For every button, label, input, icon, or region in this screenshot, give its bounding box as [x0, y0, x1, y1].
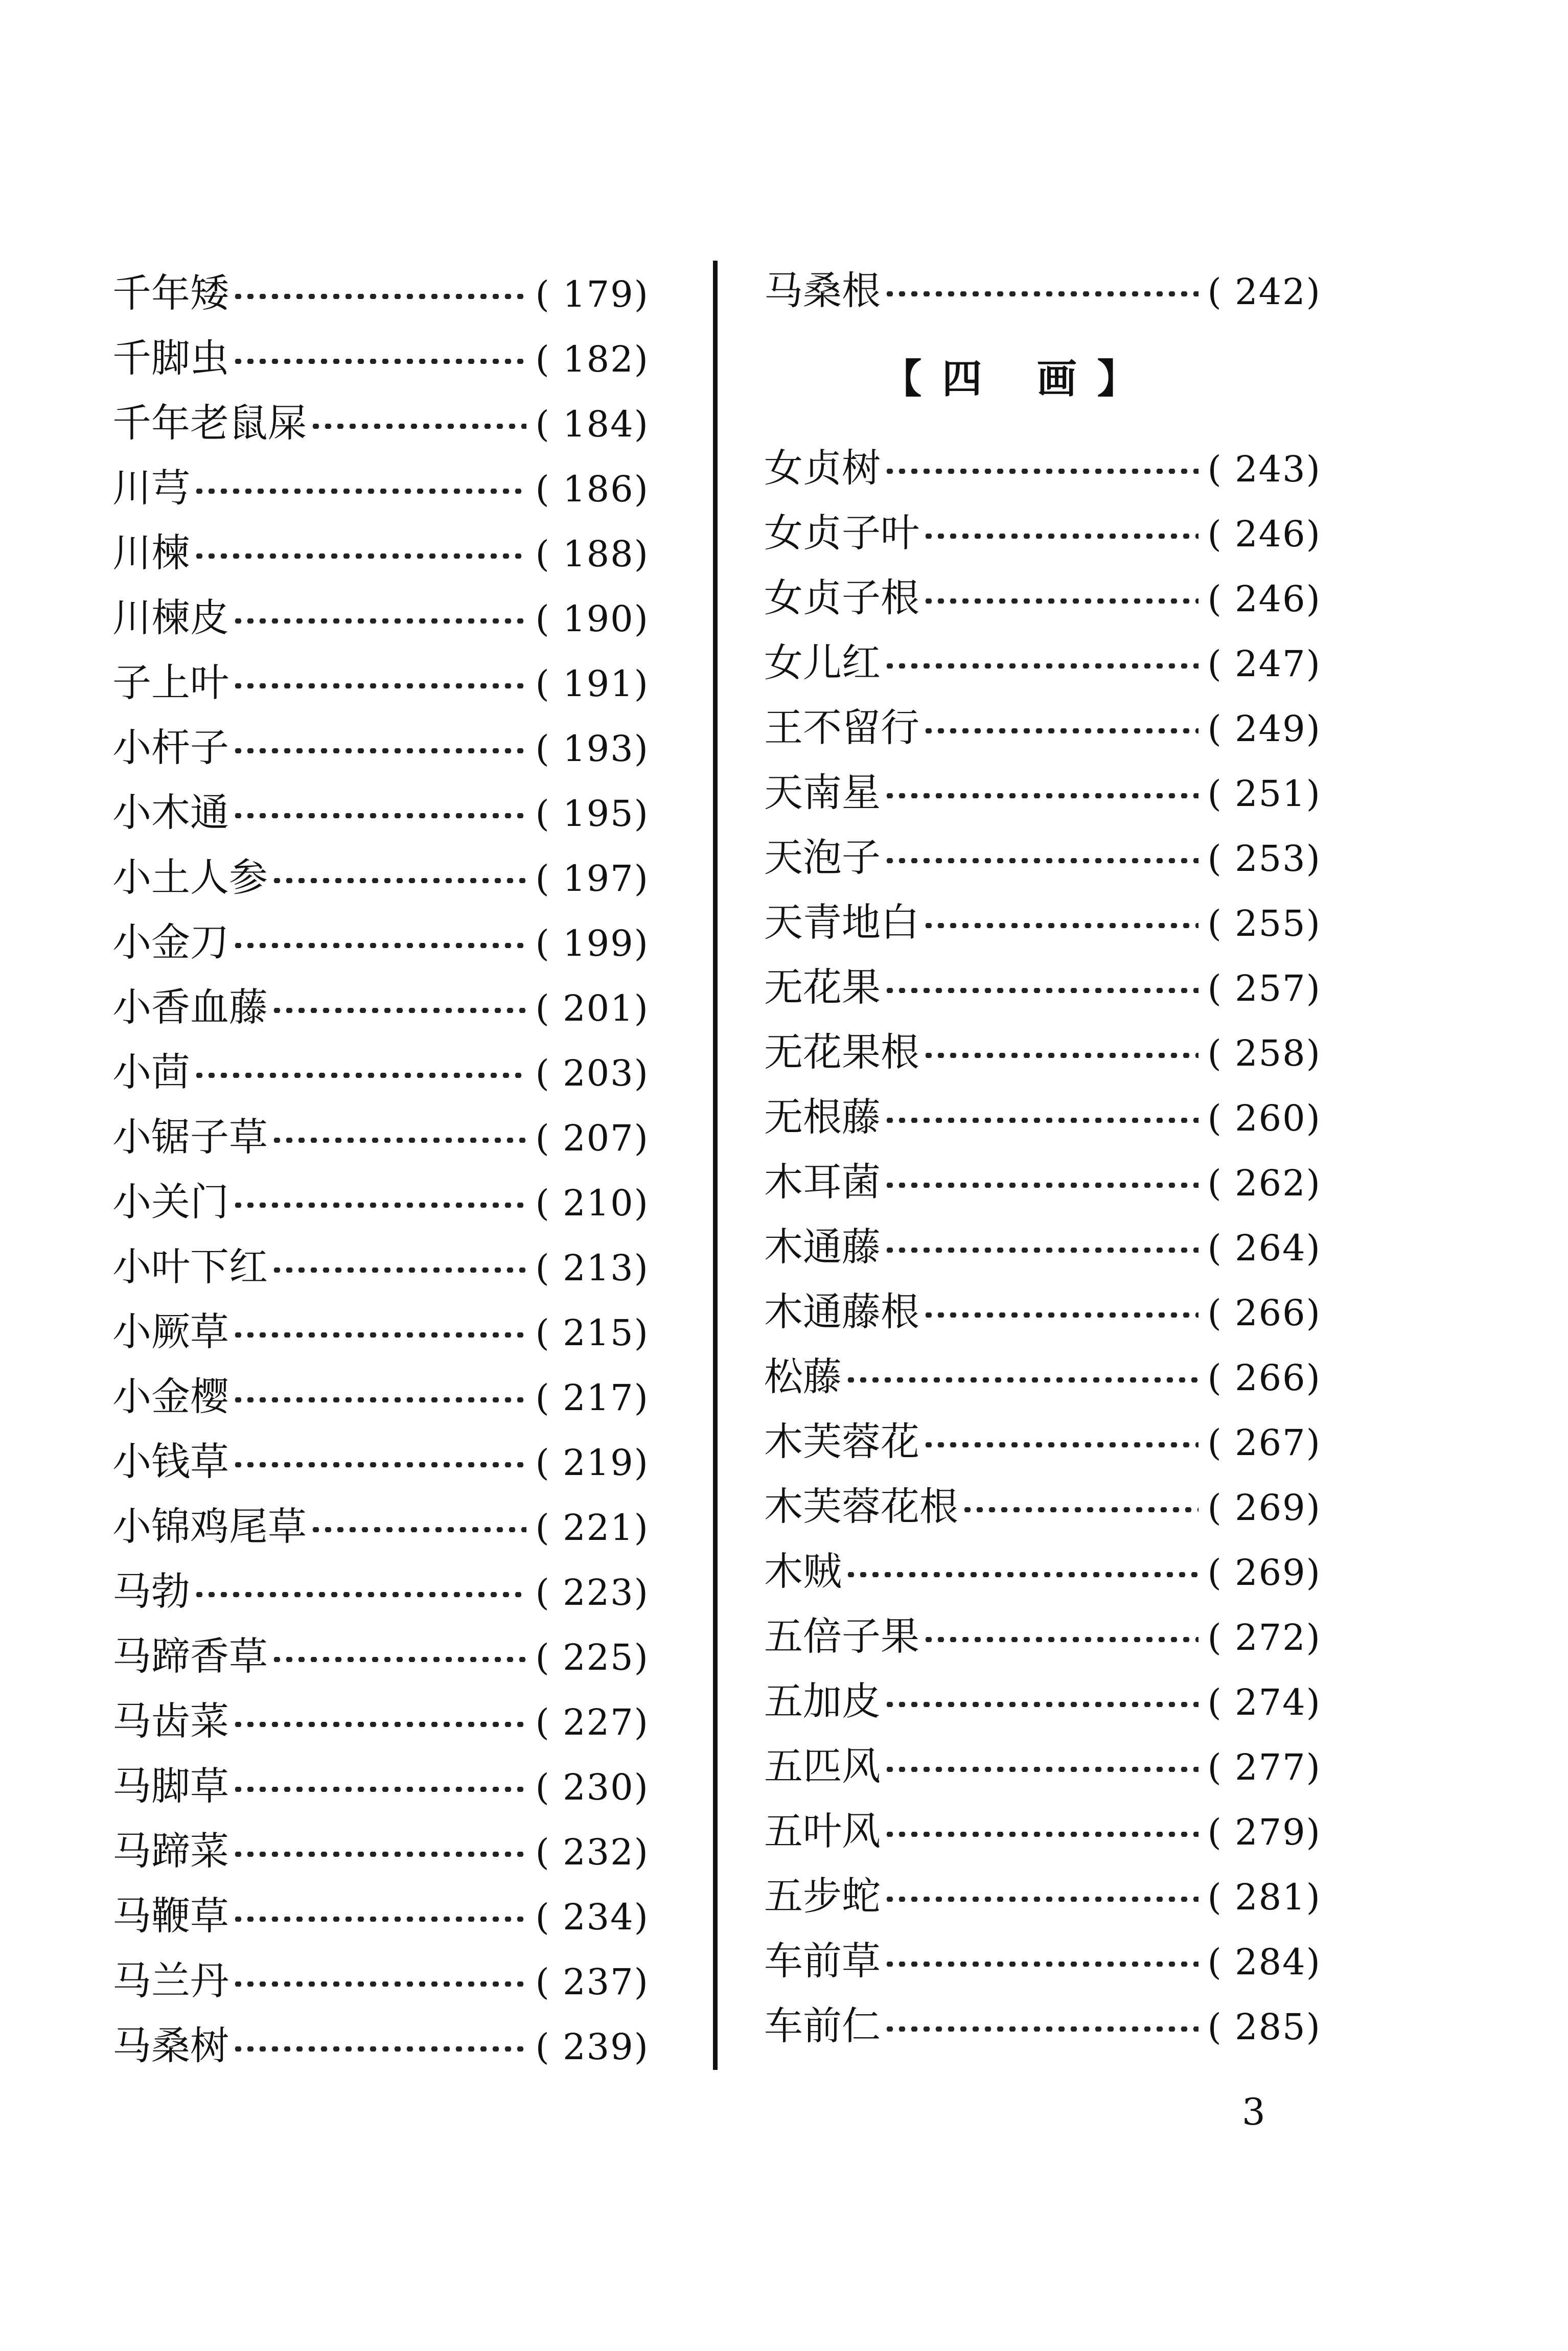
entry-page: ( 266) — [1207, 1357, 1321, 1399]
entry-name: 小香血藤 — [112, 984, 268, 1030]
entry-page: ( 258) — [1207, 1032, 1321, 1074]
entry-name: 小锯子草 — [112, 1114, 268, 1160]
entry-page: ( 207) — [535, 1117, 649, 1159]
entry-page: ( 264) — [1207, 1227, 1321, 1269]
dot-leader — [271, 1138, 526, 1143]
dot-leader — [845, 1377, 1198, 1382]
page-number: 3 — [1242, 2090, 1265, 2133]
toc-entry — [764, 825, 1321, 890]
toc-entry — [764, 1279, 1321, 1344]
entry-page: ( 269) — [1207, 1552, 1321, 1594]
dot-leader — [884, 988, 1198, 993]
dot-leader — [884, 291, 1198, 296]
dot-leader — [923, 1442, 1198, 1447]
entry-name: 五加皮 — [764, 1678, 881, 1724]
entry-name: 千脚虫 — [112, 335, 229, 381]
entry-name: 天南星 — [764, 770, 881, 815]
toc-entry — [112, 1364, 649, 1429]
entry-page: ( 243) — [1207, 448, 1321, 490]
entry-page: ( 184) — [535, 403, 649, 445]
entry-name: 女贞树 — [764, 445, 881, 491]
section-heading: 【四 画】 — [882, 356, 1158, 402]
entry-name: 天泡子 — [764, 835, 881, 880]
dot-leader — [845, 1572, 1198, 1577]
dot-leader — [310, 1527, 526, 1532]
entry-page: ( 260) — [1207, 1097, 1321, 1139]
toc-entry — [764, 630, 1321, 695]
toc-entry — [764, 1020, 1321, 1085]
entry-name: 马蹄香草 — [112, 1633, 268, 1679]
left-toc-column — [112, 261, 649, 2078]
toc-entry — [764, 500, 1321, 565]
entry-page: ( 246) — [1207, 513, 1321, 555]
entry-page: ( 237) — [535, 1961, 649, 2003]
toc-entry — [764, 890, 1321, 955]
entry-name: 马桑树 — [112, 2023, 229, 2068]
entry-page: ( 262) — [1207, 1162, 1321, 1204]
entry-name: 无花果 — [764, 964, 881, 1010]
dot-leader — [923, 1053, 1198, 1058]
toc-entry — [112, 845, 649, 910]
entry-page: ( 227) — [535, 1701, 649, 1743]
entry-name: 木耳菌 — [764, 1159, 881, 1205]
entry-page: ( 277) — [1207, 1746, 1321, 1788]
entry-page: ( 188) — [535, 533, 649, 575]
toc-entry — [112, 1429, 649, 1494]
toc-entry — [112, 1754, 649, 1818]
entry-page: ( 267) — [1207, 1422, 1321, 1464]
dot-leader — [232, 1397, 526, 1402]
dot-leader — [271, 1008, 526, 1013]
entry-name: 小木通 — [112, 790, 229, 835]
dot-leader — [884, 1962, 1198, 1967]
entry-name: 五叶风 — [764, 1808, 881, 1854]
right-top-entries — [764, 258, 1321, 323]
dot-leader — [310, 424, 526, 429]
dot-leader — [271, 878, 526, 883]
toc-entry — [112, 455, 649, 520]
toc-entry — [112, 1299, 649, 1364]
dot-leader — [923, 728, 1198, 733]
entry-name: 小茴 — [112, 1049, 190, 1095]
toc-entry — [764, 1928, 1321, 1993]
entry-name: 马齿菜 — [112, 1698, 229, 1744]
dot-leader — [884, 663, 1198, 669]
dot-leader — [923, 1637, 1198, 1642]
entry-name: 马勃 — [112, 1569, 190, 1614]
dot-leader — [232, 1787, 526, 1792]
toc-entry — [764, 760, 1321, 825]
entry-page: ( 213) — [535, 1247, 649, 1289]
entry-page: ( 225) — [535, 1637, 649, 1678]
dot-leader — [232, 748, 526, 753]
toc-entry — [112, 1559, 649, 1624]
dot-leader — [884, 858, 1198, 863]
toc-entry — [764, 1214, 1321, 1279]
entry-page: ( 193) — [535, 728, 649, 770]
entry-name: 小杆子 — [112, 725, 229, 770]
toc-entry — [764, 1539, 1321, 1604]
entry-name: 小金刀 — [112, 919, 229, 965]
entry-name: 马脚草 — [112, 1763, 229, 1809]
dot-leader — [232, 1332, 526, 1338]
entry-page: ( 217) — [535, 1377, 649, 1419]
entry-name: 女贞子根 — [764, 575, 919, 620]
dot-leader — [884, 1248, 1198, 1253]
entry-name: 松藤 — [764, 1354, 842, 1399]
entry-page: ( 215) — [535, 1312, 649, 1354]
entry-name: 千年矮 — [112, 270, 229, 316]
toc-entry — [764, 1409, 1321, 1474]
toc-entry — [764, 1604, 1321, 1669]
toc-entry — [764, 695, 1321, 760]
toc-entry — [764, 955, 1321, 1020]
entry-page: ( 230) — [535, 1766, 649, 1808]
entry-name: 无根藤 — [764, 1094, 881, 1140]
entry-name: 女贞子叶 — [764, 510, 919, 556]
toc-entry — [112, 1818, 649, 1883]
dot-leader — [193, 554, 526, 559]
toc-entry — [112, 1234, 649, 1299]
entry-page: ( 182) — [535, 338, 649, 380]
entry-page: ( 279) — [1207, 1811, 1321, 1853]
entry-name: 小叶下红 — [112, 1244, 268, 1289]
toc-entry — [112, 1169, 649, 1234]
toc-entry — [112, 2013, 649, 2078]
entry-page: ( 199) — [535, 923, 649, 964]
entry-page: ( 281) — [1207, 1876, 1321, 1918]
dot-leader — [884, 1118, 1198, 1123]
toc-entry — [112, 1494, 649, 1559]
dot-leader — [884, 469, 1198, 474]
entry-page: ( 242) — [1207, 271, 1321, 313]
toc-entry — [112, 1104, 649, 1169]
toc-entry — [112, 780, 649, 845]
entry-name: 小金樱 — [112, 1374, 229, 1419]
entry-page: ( 284) — [1207, 1941, 1321, 1983]
entry-page: ( 246) — [1207, 578, 1321, 620]
dot-leader — [193, 489, 526, 494]
entry-name: 车前仁 — [764, 2003, 881, 2048]
entry-name: 小钱草 — [112, 1439, 229, 1484]
entry-name: 五倍子果 — [764, 1614, 919, 1659]
dot-leader — [232, 683, 526, 688]
entry-page: ( 253) — [1207, 838, 1321, 880]
dot-leader — [232, 813, 526, 818]
entry-name: 小锦鸡尾草 — [112, 1504, 307, 1549]
entry-page: ( 274) — [1207, 1681, 1321, 1723]
entry-page: ( 186) — [535, 468, 649, 510]
dot-leader — [232, 2046, 526, 2052]
entry-name: 木芙蓉花根 — [764, 1484, 958, 1529]
entry-name: 王不留行 — [764, 705, 919, 750]
entry-page: ( 247) — [1207, 643, 1321, 685]
entry-name: 木通藤根 — [764, 1289, 919, 1334]
right-toc-column — [764, 258, 1321, 2058]
entry-page: ( 232) — [535, 1831, 649, 1873]
dot-leader — [271, 1267, 526, 1273]
entry-name: 五匹风 — [764, 1743, 881, 1789]
toc-entry — [112, 520, 649, 585]
entry-name: 五步蛇 — [764, 1873, 881, 1919]
entry-name: 无花果根 — [764, 1029, 919, 1075]
entry-page: ( 257) — [1207, 967, 1321, 1009]
dot-leader — [232, 618, 526, 624]
dot-leader — [884, 793, 1198, 798]
dot-leader — [884, 2026, 1198, 2032]
toc-entry — [764, 1669, 1321, 1734]
entry-name: 天青地白 — [764, 900, 919, 945]
entry-page: ( 223) — [535, 1572, 649, 1614]
dot-leader — [961, 1507, 1198, 1512]
column-divider — [713, 261, 718, 2070]
dot-leader — [193, 1592, 526, 1597]
toc-entry — [112, 390, 649, 455]
dot-leader — [232, 1917, 526, 1922]
dot-leader — [923, 1312, 1198, 1318]
dot-leader — [884, 1183, 1198, 1188]
entry-name: 小厥草 — [112, 1309, 229, 1354]
dot-leader — [884, 1832, 1198, 1837]
entry-name: 马兰丹 — [112, 1958, 229, 2003]
right-main-entries — [764, 435, 1321, 2058]
entry-name: 马蹄菜 — [112, 1828, 229, 1874]
dot-leader — [232, 294, 526, 299]
toc-entry — [112, 261, 649, 326]
entry-page: ( 251) — [1207, 773, 1321, 815]
toc-entry — [764, 1085, 1321, 1149]
entry-name: 木芙蓉花 — [764, 1419, 919, 1464]
entry-page: ( 210) — [535, 1182, 649, 1224]
dot-leader — [232, 1981, 526, 1987]
entry-page: ( 285) — [1207, 2006, 1321, 2048]
entry-page: ( 190) — [535, 598, 649, 640]
toc-entry — [112, 1948, 649, 2013]
toc-entry — [764, 435, 1321, 500]
dot-leader — [232, 359, 526, 364]
toc-entry — [112, 1624, 649, 1689]
toc-entry — [112, 1689, 649, 1754]
toc-entry — [112, 326, 649, 390]
entry-name: 川楝 — [112, 530, 190, 575]
entry-name: 女儿红 — [764, 640, 881, 685]
toc-entry — [112, 585, 649, 650]
toc-entry — [112, 650, 649, 715]
entry-name: 马鞭草 — [112, 1893, 229, 1939]
toc-entry — [112, 715, 649, 780]
toc-entry — [764, 565, 1321, 630]
entry-page: ( 272) — [1207, 1617, 1321, 1658]
entry-name: 小关门 — [112, 1179, 229, 1225]
entry-name: 子上叶 — [112, 660, 229, 705]
toc-entry — [112, 975, 649, 1040]
dot-leader — [884, 1897, 1198, 1902]
entry-page: ( 197) — [535, 858, 649, 900]
entry-page: ( 266) — [1207, 1292, 1321, 1334]
entry-page: ( 201) — [535, 987, 649, 1029]
toc-entry — [764, 1734, 1321, 1799]
entry-name: 木通藤 — [764, 1224, 881, 1270]
entry-name: 川芎 — [112, 465, 190, 511]
entry-page: ( 249) — [1207, 708, 1321, 750]
entry-page: ( 179) — [535, 273, 649, 315]
entry-page: ( 221) — [535, 1507, 649, 1549]
entry-page: ( 195) — [535, 793, 649, 835]
entry-page: ( 219) — [535, 1442, 649, 1484]
toc-entry — [764, 258, 1321, 323]
toc-entry — [764, 1474, 1321, 1539]
dot-leader — [232, 1722, 526, 1727]
dot-leader — [884, 1702, 1198, 1707]
toc-entry — [764, 1344, 1321, 1409]
entry-name: 川楝皮 — [112, 595, 229, 640]
entry-page: ( 255) — [1207, 903, 1321, 944]
dot-leader — [923, 534, 1198, 539]
dot-leader — [232, 1203, 526, 1208]
dot-leader — [232, 1462, 526, 1467]
dot-leader — [232, 1852, 526, 1857]
entry-name: 小土人参 — [112, 855, 268, 900]
entry-name: 千年老鼠屎 — [112, 400, 307, 446]
entry-page: ( 191) — [535, 663, 649, 705]
entry-page: ( 239) — [535, 2026, 649, 2068]
toc-entry — [764, 1149, 1321, 1214]
entry-page: ( 203) — [535, 1052, 649, 1094]
entry-name: 马桑根 — [764, 268, 881, 313]
toc-entry — [764, 1993, 1321, 2058]
entry-name: 木贼 — [764, 1549, 842, 1594]
entry-page: ( 234) — [535, 1896, 649, 1938]
toc-entry — [112, 1040, 649, 1104]
dot-leader — [923, 598, 1198, 604]
dot-leader — [271, 1657, 526, 1662]
toc-entry — [764, 1799, 1321, 1863]
toc-entry — [112, 910, 649, 975]
entry-name: 车前草 — [764, 1938, 881, 1984]
dot-leader — [884, 1767, 1198, 1772]
dot-leader — [193, 1073, 526, 1078]
entry-page: ( 269) — [1207, 1487, 1321, 1529]
dot-leader — [923, 923, 1198, 928]
toc-entry — [112, 1883, 649, 1948]
dot-leader — [232, 943, 526, 948]
toc-entry — [764, 1863, 1321, 1928]
